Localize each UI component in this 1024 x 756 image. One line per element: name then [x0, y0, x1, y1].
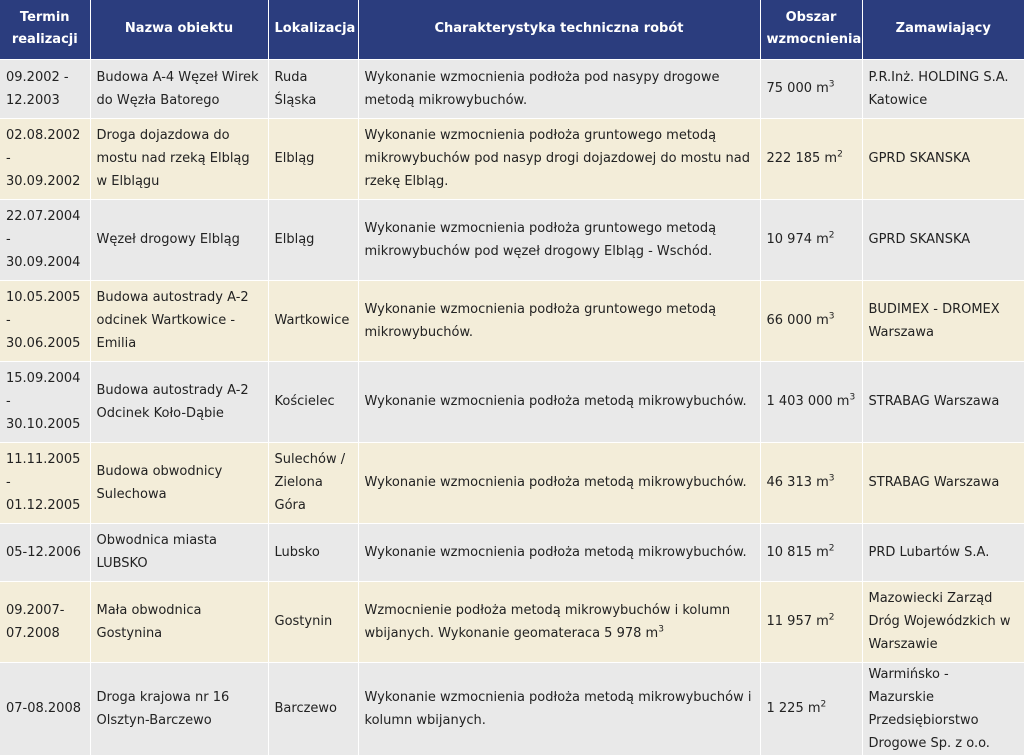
- obszar-unit-exponent: 3: [828, 79, 835, 90]
- cell-charakterystyka: Wykonanie wzmocnienia podłoża metodą mikrowybuchów.: [358, 442, 760, 523]
- cell-zamawiajacy: GPRD SKANSKA: [862, 118, 1024, 199]
- cell-charakterystyka: [358, 581, 760, 662]
- cell-nazwa: Budowa A-4 Węzeł Wirek do Węzła Batorego: [90, 59, 268, 118]
- cell-termin: 09.2007- 07.2008: [0, 581, 90, 662]
- cell-charakterystyka: Wykonanie wzmocnienia podłoża gruntowego metodą mikrowybuchów pod nasyp drogi dojazdowej do mostu nad rzekę Elbląg.: [358, 118, 760, 199]
- cell-nazwa: Budowa obwodnicy Sulechowa: [90, 442, 268, 523]
- cell-zamawiajacy: BUDIMEX - DROMEX Warszawa: [862, 280, 1024, 361]
- cell-zamawiajacy: P.R.Inż. HOLDING S.A. Katowice: [862, 59, 1024, 118]
- cell-nazwa: Budowa autostrady A-2 odcinek Wartkowice - Emilia: [90, 280, 268, 361]
- obszar-value: 1 225 m: [766, 701, 821, 716]
- cell-zamawiajacy: STRABAG Warszawa: [862, 442, 1024, 523]
- obszar-value: 46 313 m: [766, 475, 829, 490]
- obszar-unit-exponent: 3: [828, 473, 835, 484]
- cell-lokalizacja: Kościelec: [268, 361, 358, 442]
- obszar-unit-exponent: 3: [828, 311, 835, 322]
- obszar-unit-exponent: 2: [828, 612, 835, 623]
- obszar-value: 75 000 m: [766, 81, 829, 96]
- obszar-value: 11 957 m: [766, 614, 829, 629]
- cell-lokalizacja: Wartkowice: [268, 280, 358, 361]
- header-zamawiajacy: Zamawiający: [862, 0, 1024, 59]
- header-nazwa: Nazwa obiektu: [90, 0, 268, 59]
- obszar-unit-exponent: 2: [837, 149, 843, 160]
- cell-termin: 02.08.2002 - 30.09.2002: [0, 118, 90, 199]
- table-header-row: [0, 0, 1024, 59]
- cell-obszar: [760, 361, 862, 442]
- cell-lokalizacja: Elbląg: [268, 118, 358, 199]
- table-row: [0, 118, 1024, 199]
- cell-obszar: [760, 199, 862, 280]
- cell-nazwa: Węzeł drogowy Elbląg: [90, 199, 268, 280]
- cell-termin: 10.05.2005 - 30.06.2005: [0, 280, 90, 361]
- charakterystyka-unit-exponent: 3: [658, 624, 664, 635]
- cell-obszar: [760, 662, 862, 755]
- table-row: [0, 280, 1024, 361]
- cell-obszar: [760, 280, 862, 361]
- cell-termin: 15.09.2004 - 30.10.2005: [0, 361, 90, 442]
- cell-lokalizacja: Lubsko: [268, 523, 358, 581]
- cell-lokalizacja: Gostynin: [268, 581, 358, 662]
- obszar-value: 10 974 m: [766, 232, 829, 247]
- cell-zamawiajacy: PRD Lubartów S.A.: [862, 523, 1024, 581]
- charakterystyka-text: Wzmocnienie podłoża metodą mikrowybuchów i kolumn wbijanych. Wykonanie geomateraca 5 978 m: [364, 602, 731, 641]
- obszar-value: 10 815 m: [766, 544, 829, 560]
- cell-nazwa: Budowa autostrady A-2 Odcinek Koło-Dąbie: [90, 361, 268, 442]
- cell-lokalizacja: Sulechów / Zielona Góra: [268, 442, 358, 523]
- cell-termin: 07-08.2008: [0, 662, 90, 755]
- obszar-unit-exponent: 3: [849, 392, 856, 403]
- cell-nazwa: Droga dojazdowa do mostu nad rzeką Elbląg w Elblągu: [90, 118, 268, 199]
- cell-charakterystyka: Wykonanie wzmocnienia podłoża pod nasypy drogowe metodą mikrowybuchów.: [358, 59, 760, 118]
- header-obszar: Obszar wzmocnienia: [760, 0, 862, 59]
- table-row: [0, 523, 1024, 581]
- obszar-value: 222 185 m: [766, 151, 838, 166]
- obszar-value: 1 403 000 m: [766, 394, 850, 409]
- header-charakterystyka: Charakterystyka techniczna robót: [358, 0, 760, 59]
- cell-obszar: [760, 581, 862, 662]
- cell-termin: 22.07.2004 - 30.09.2004: [0, 199, 90, 280]
- header-lokalizacja: Lokalizacja: [268, 0, 358, 59]
- cell-obszar: [760, 442, 862, 523]
- table-row: [0, 662, 1024, 755]
- cell-obszar: [760, 118, 862, 199]
- cell-termin: 09.2002 - 12.2003: [0, 59, 90, 118]
- cell-nazwa: Obwodnica miasta LUBSKO: [90, 523, 268, 581]
- header-termin: Termin realizacji: [0, 0, 90, 59]
- table-row: [0, 442, 1024, 523]
- cell-zamawiajacy: Warmińsko - Mazurskie Przedsiębiorstwo Drogowe Sp. z o.o.: [862, 662, 1024, 755]
- cell-obszar: [760, 523, 862, 581]
- cell-termin: 05-12.2006: [0, 523, 90, 581]
- cell-charakterystyka: Wykonanie wzmocnienia podłoża metodą mikrowybuchów.: [358, 523, 760, 581]
- obszar-value: 66 000 m: [766, 313, 829, 328]
- cell-zamawiajacy: Mazowiecki Zarząd Dróg Wojewódzkich w Warszawie: [862, 581, 1024, 662]
- obszar-unit-exponent: 2: [828, 543, 835, 554]
- cell-lokalizacja: Barczewo: [268, 662, 358, 755]
- cell-charakterystyka: Wykonanie wzmocnienia podłoża gruntowego metodą mikrowybuchów.: [358, 280, 760, 361]
- cell-nazwa: Droga krajowa nr 16 Olsztyn-Barczewo: [90, 662, 268, 755]
- table-row: [0, 199, 1024, 280]
- cell-zamawiajacy: GPRD SKANSKA: [862, 199, 1024, 280]
- cell-lokalizacja: Elbląg: [268, 199, 358, 280]
- obszar-unit-exponent: 2: [820, 699, 827, 710]
- cell-charakterystyka: Wykonanie wzmocnienia podłoża metodą mikrowybuchów.: [358, 361, 760, 442]
- cell-nazwa: Mała obwodnica Gostynina: [90, 581, 268, 662]
- cell-lokalizacja: Ruda Śląska: [268, 59, 358, 118]
- cell-zamawiajacy: STRABAG Warszawa: [862, 361, 1024, 442]
- cell-obszar: [760, 59, 862, 118]
- table-row: [0, 581, 1024, 662]
- table-row: [0, 361, 1024, 442]
- table-row: [0, 59, 1024, 118]
- cell-charakterystyka: Wykonanie wzmocnienia podłoża metodą mikrowybuchów i kolumn wbijanych.: [358, 662, 760, 755]
- cell-charakterystyka: Wykonanie wzmocnienia podłoża gruntowego metodą mikrowybuchów pod węzeł drogowy Elbląg - Wschód.: [358, 199, 760, 280]
- obszar-unit-exponent: 2: [828, 230, 835, 241]
- cell-termin: 11.11.2005 - 01.12.2005: [0, 442, 90, 523]
